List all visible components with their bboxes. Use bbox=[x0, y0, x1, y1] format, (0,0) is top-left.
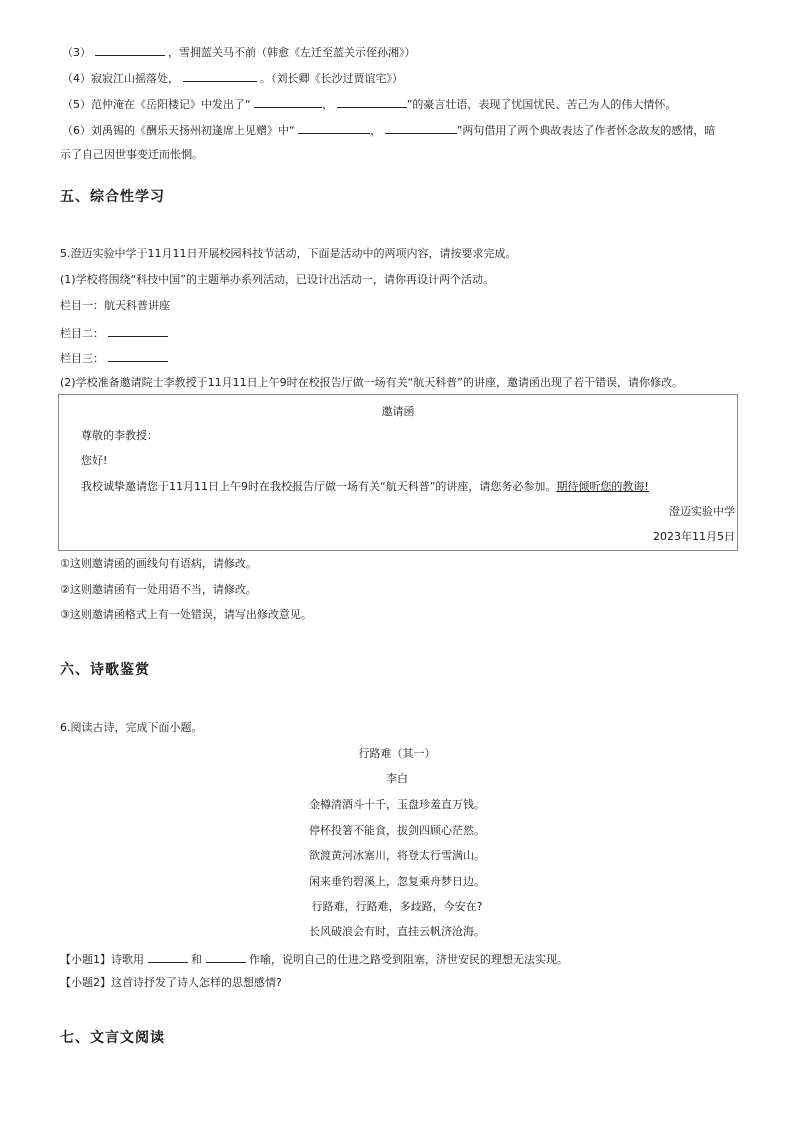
section-heading: 六、诗歌鉴赏 bbox=[60, 662, 150, 678]
poem-line: 行路难，行路难，多歧路，今安在? bbox=[311, 900, 483, 913]
q4-item6-continued: 示了自己因世事变迁而怅惘。 bbox=[60, 148, 203, 161]
poem-line: 欲渡黄河冰塞川，将登太行雪满山。 bbox=[309, 849, 485, 862]
column-3: 栏目三： bbox=[60, 349, 168, 367]
q4-item3: （3） ，雪拥蓝关马不前（韩愈《左迁至蓝关示侄孙湘》） bbox=[62, 43, 416, 61]
section-heading: 七、文言文阅读 bbox=[60, 1030, 165, 1046]
answer-blank[interactable] bbox=[254, 95, 322, 108]
answer-blank[interactable] bbox=[108, 324, 168, 337]
q4-item5: （5）范仲淹在《岳阳楼记》中发出了“ ， ”的豪言壮语，表现了忧国忧民、苦己为人的伟大情怀。 bbox=[62, 95, 676, 113]
sub-question-2: 【小题2】这首诗抒发了诗人怎样的思想感情? bbox=[60, 976, 282, 989]
column-2: 栏目二： bbox=[60, 324, 168, 342]
sub-question-2: (2)学校准备邀请院士李教授于11月11日上午9时在校报告厅做一场有关“航天科普”的讲座，邀请函出现了若干错误，请你修改。 bbox=[60, 376, 683, 389]
question-intro: 6.阅读古诗，完成下面小题。 bbox=[60, 721, 203, 734]
sub-question-1: (1)学校将围绕“科技中国”的主题举办系列活动，已设计出活动一，请你再设计两个活动。 bbox=[60, 273, 494, 286]
poem-line: 金樽清酒斗十千，玉盘珍羞直万钱。 bbox=[309, 798, 485, 811]
sub-item-3: ③这则邀请函格式上有一处错误，请写出修改意见。 bbox=[60, 608, 312, 621]
answer-blank[interactable] bbox=[148, 950, 188, 963]
answer-blank[interactable] bbox=[385, 121, 457, 134]
section-heading: 五、综合性学习 bbox=[60, 189, 165, 205]
q4-item6: （6）刘禹锡的《酬乐天扬州初逢席上见赠》中“ ， ”两句借用了两个典故表达了作者怀念故友的感情，暗 bbox=[62, 121, 715, 139]
answer-blank[interactable] bbox=[337, 95, 407, 108]
letter-date: 2023年11月5日 bbox=[653, 530, 735, 543]
poem-line: 长风破浪会有时，直挂云帆济沧海。 bbox=[309, 925, 485, 938]
poem-line: 停杯投箸不能食，拔剑四顾心茫然。 bbox=[309, 824, 485, 837]
sub-item-2: ②这则邀请函有一处用语不当，请修改。 bbox=[60, 583, 257, 596]
answer-blank[interactable] bbox=[183, 69, 257, 82]
poem-author: 李白 bbox=[386, 772, 408, 785]
sub-item-1: ①这则邀请函的画线句有语病，请修改。 bbox=[60, 557, 257, 570]
invitation-letter bbox=[58, 394, 738, 551]
answer-blank[interactable] bbox=[298, 121, 370, 134]
letter-sender: 澄迈实验中学 bbox=[669, 505, 735, 518]
column-1: 栏目一：航天科普讲座 bbox=[60, 299, 170, 312]
question-intro: 5.澄迈实验中学于11月11日开展校园科技节活动，下面是活动中的两项内容，请按要求完成。 bbox=[60, 247, 517, 260]
underlined-sentence: 期待倾听您的教诲! bbox=[556, 480, 649, 493]
answer-blank[interactable] bbox=[108, 349, 168, 362]
letter-title: 邀请函 bbox=[381, 405, 415, 418]
answer-blank[interactable] bbox=[95, 43, 165, 56]
letter-greeting: 您好! bbox=[81, 454, 108, 467]
letter-body: 我校诚挚邀请您于11月11日上午9时在我校报告厅做一场有关“航天科普”的讲座，请您务必参加。期待倾听您的教诲! bbox=[81, 480, 649, 493]
sub-question-1: 【小题1】诗歌用 和 作喻，说明自己的仕进之路受到阻塞，济世安民的理想无法实现。 bbox=[60, 950, 568, 968]
poem-title: 行路难（其一） bbox=[358, 747, 436, 760]
answer-blank[interactable] bbox=[206, 950, 246, 963]
poem-line: 闲来垂钓碧溪上，忽复乘舟梦日边。 bbox=[309, 875, 485, 888]
q4-item4: （4）寂寂江山摇落处， 。（刘长卿《长沙过贾谊宅》） bbox=[62, 69, 403, 87]
letter-salutation: 尊敬的李教授： bbox=[81, 429, 158, 442]
